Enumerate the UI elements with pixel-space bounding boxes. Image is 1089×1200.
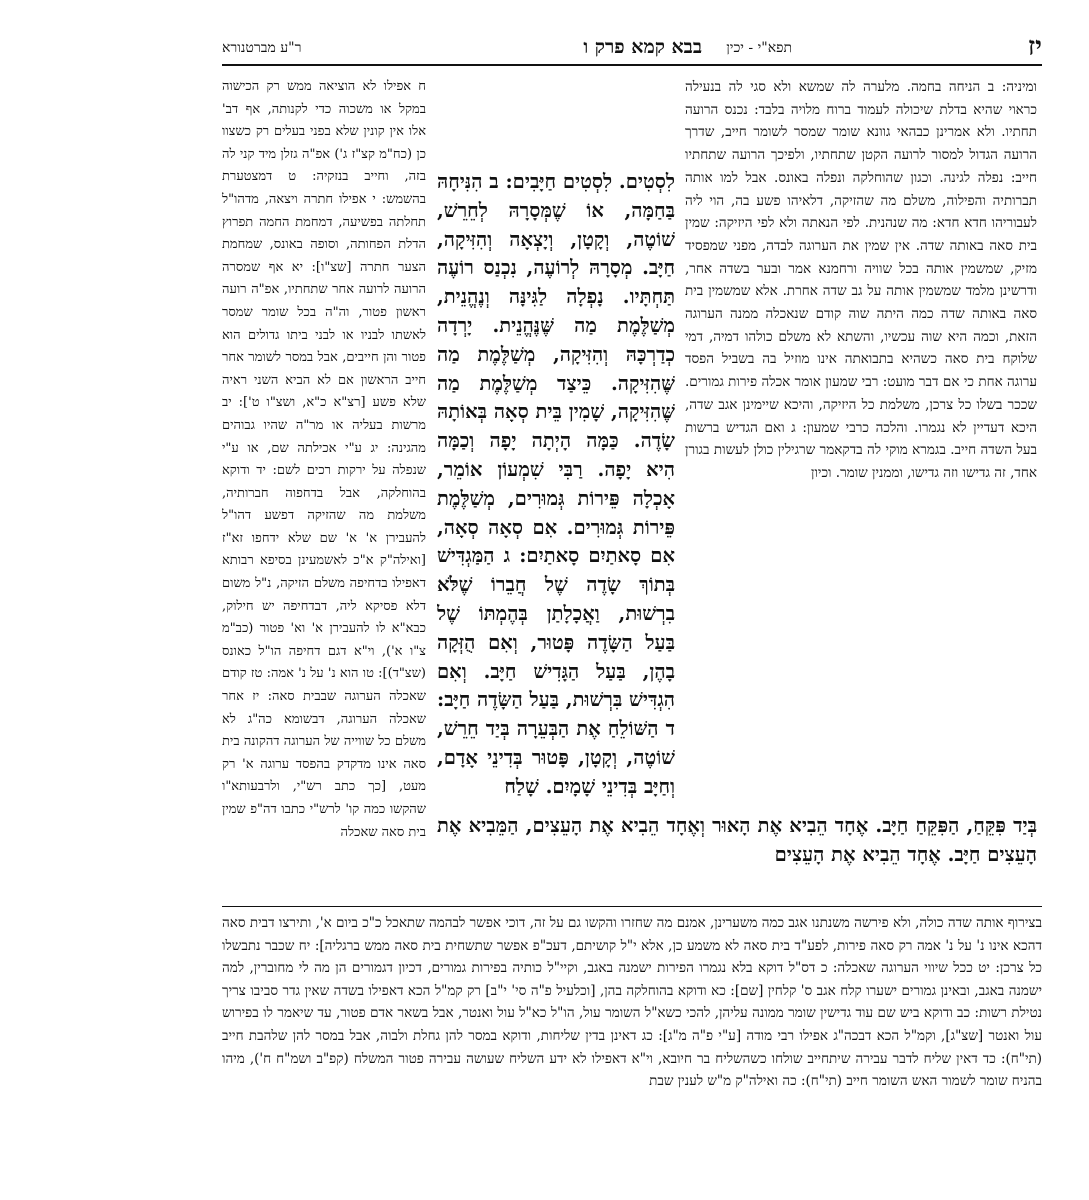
mishnah-text-continued: בְּיַד פִּקֵּחַ, הַפִּקֵּחַ חַיָּב. אֶחָד הֵבִיא אֶת הָאוּר וְאֶחָד הֵבִיא אֶת הָעֵצִים, הַמֵּבִיא אֶת הָעֵצִים חַיָּב. אֶחָד הֵבִיא אֶת הָעֵצִים: [437, 814, 1037, 866]
page-header: [222, 30, 1042, 66]
yachin-text: ח אפילו לא הוציאה ממש רק הכישוה במקל או משכוה כדי לקנותה, אף דב' אלו אין קונין שלא בפני בעלים רק כשצוו כן (כח"מ קצ"ז ג') אפ"ה גזלן מיד קני לה בזה, וחייב בנזקיה: ט דמצטערת בהשמש: י אפילו חתרה ויצאה, מדהו"ל תחלתה בפשיעה, דמחמת החמה תפרוץ הדלת הפחותה, וסופה באונס, שמחמת הצער חתרה [שצ"ו]: יא אף שמסרה הרועה לרועה אחר שתחתיו, אפ"ה רועה ראשון פטור, וה"ה בכל שומר שמסר לאשתו לבניו או לבני ביתו גדולים הוא פטור והן חייבים, אבל במסר לשומר אחר חייב הראשון אם לא הביא השני ראיה שלא פשע [רצ"א כ"א, ושצ"ו ט']: יב מרשות בעליה או מר"ה שהיו גבוהים מהגינה: יג ע"י אכילתה שם, או ע"י שנפלה על ירקות רכים לשם: יד ודוקא בהוחלקה, אבל בדחפוה חברותיה, משלמת מה שהזיקה דפשע דהו"ל להעבירן א' א' שם שלא ידחפו זא"ז [ואילה"ק א"כ לאשמעינן בסיפא רבותא דאפילו בדחיפה משלם הזיקה, נ"ל משום דלא פסיקא ליה, דבדחיפה יש חילוק, כבא"א לו להעבירן א' וא' פטור (כב"מ צ"ו א'), וי"א דגם דחיפה הו"ל כאונס (שצ"ד)]: טו הוא נ' על נ' אמה: טז קודם שאכלה הערוגה שבבית סאה: יז אחר שאכלה הערוגה, דבשומא כה"ג לא משלם כל שווייה של הערוגה דהקונה בית סאה אינו מדקדק בהפסד ערוגה א' רק מעט, [כך כתב רש"י, ולרבעותא"ו שהקשו כמה קו' לרש"י כתבו דה"פ שמין בית סאה שאכלה: [222, 79, 426, 840]
tractate-title: בבא קמא פרק ו: [583, 36, 702, 58]
mishnah-text-column: [437, 168, 675, 836]
left-commentary-label: תפא"י - יכין: [726, 40, 792, 56]
mishnah-text: לִסְטִים. לִסְטִים חַיָּבִים: ב הִנִּיחָהּ בַּחַמָּה, אוֹ שֶׁמְּסָרָהּ לְחֵרֵשׁ, שׁוֹטֶה, וְקָטָן, וְיָצְאָה וְהִזִּיקָה, חַיָּב. מְסָרָהּ לְרוֹעֶה, נִכְנַס רוֹעֶה תַּחְתָּיו. נָפְלָה לַגִּינָּה וְנֶהֱנֵית, מְשַׁלֶּמֶת מַה שֶּׁנֶּהֱנֵית. יָרְדָה כְדַרְכָּהּ וְהִזִּיקָה, מְשַׁלֶּמֶת מַה שֶּׁהִזִּיקָה. כֵּיצַד מְשַׁלֶּמֶת מַה שֶּׁהִזִּיקָה, שָׁמִין בֵּית סְאָה בְּאוֹתָהּ שָׂדֶה. כַּמָּה הָיְתָה יָפָה וְכַמָּה הִיא יָפָה. רַבִּי שִׁמְעוֹן אוֹמֵר, אָכְלָה פֵּירוֹת גְּמוּרִים, מְשַׁלֶּמֶת פֵּירוֹת גְּמוּרִים. אִם סְאָה סְאָה, אִם סָאתַיִם סָאתַיִם: ג הַמַּגְדִּישׁ בְּתוֹךְ שָׂדֶה שֶׁל חֲבֵרוֹ שֶׁלֹּא בִרְשׁוּת, וַאֲכָלָתַן בְּהֶמְתּוֹ שֶׁל בַּעַל הַשָּׂדֶה פָּטוּר, וְאִם הֻזְּקָה בָהֶן, בַּעַל הַגָּדִישׁ חַיָּב. וְאִם הִגְדִּישׁ בִּרְשׁוּת, בַּעַל הַשָּׂדֶה חַיָּב: ד הַשּׁוֹלֵחַ אֶת הַבְּעֵרָה בְּיַד חֵרֵשׁ, שׁוֹטֶה, וְקָטָן, פָּטוּר בְּדִינֵי אָדָם, וְחַיָּב בְּדִינֵי שָׁמָיִם. שָׁלַח: [437, 170, 675, 798]
right-commentary-label: ר"ע מברטנורא: [222, 40, 302, 56]
folio-number: יז: [1027, 32, 1042, 62]
divider-rule: [222, 906, 1042, 907]
tiferet-yisrael-bottom: [222, 912, 1042, 1142]
bartenura-commentary: [685, 76, 1037, 558]
bartenura-text: ומיניה: ב הניחה בחמה. מלערה לה שמשא ולא סגי לה בנעילה כראוי שהיא בדלת שיכולה לעמוד ברוח מלויה בלבד: נכנס הרועה תחתיו. ולא אמרינן כבהאי גוונא שומר שמסר לשומר חייב, שדרך הרועה הגדול למסור לרועה הקטן שתחתיו, ולפיכך הרועה שתחתיו חייב: נפלה לגינה. וכגון שהוחלקה ונפלה באונס. אבל למו אותה תברותיה והפילוה, משלם מה שהזיקה, דלאיהו פשע בה, הוי ליה לעבוריהו חדא חדא: מה שנהנית. לפי הנאתה ולא לפי היזיקה: שמין בית סאה באותה שדה. אין שמין את הערוגה לבדה, מפני שמפסיד מזיק, שמשמין אותה בכל שוויה ורחמנא אמר ובער בשדה אחר, ודרשינן מלמד שמשמין אותה על גב שדה אחרת. אלא שמשמין בית סאה באותה שדה כמה היתה שוה קודם שנאכלה ממנה הערוגה הזאת, וכמה היא שוה עכשיו, והשתא לא משלם כולהו דמיה, דמי שלוקח בית סאה כשהיא בתבואתה אינו מוזיל בה בשביל הפסד ערוגה אחת כי אם דבר מועט: רבי שמעון אומר אכלה פירות גמורים. שככר בשלו כל צרכן, משלמת כל היזיקה, והיכא שיימינן אגב שדה, היכא דעדיין לא נגמרו. והלכה כרבי שמעון: ג ואם הגדיש ברשות בעל השדה חייב. בגמרא מוקי לה בדקאמר שרגילין כולן לעשות בגורן אחד, זה גדישו וזה גדישו, וממנין שומר. וכיון: [685, 79, 1037, 481]
mishnah-text-wide: [437, 812, 1037, 912]
tiferet-yisrael-commentary: [222, 76, 426, 906]
yachin-text-continued: בצירוף אותה שדה כולה, ולא פירשה משנתנו אגב כמה משערינן, אמנם מה שחזרו והקשו גם על זה, דוכי אפשר לבהמה שתאכל כ"כ ביום א', ותירצו דבית סאה דהכא אינו נ' על נ' אמה רק סאה פירות, לפע"ד בית סאה לא משמע כן, אלא י"ל קושיתם, דעכ"פ אפשר שתשחית בית סאה ממש ברגליה]: יח שכבר נתבשלו כל צרכן: יט ככל שיווי הערוגה שאכלה: כ דס"ל דוקא בלא נגמרו הפירות ישמנה באגב, וקיי"ל כותיה בפירות גמורים, דכיון דגמורים הן מה לי מחוברין, למה ישמנה באגב, ובאינן גמורים ישערו קלח אגב ס' קלחין [שם]: כא ודוקא בהוחלקה בהן, [וכלעיל פ"ה סי' י"ב] רק קמ"ל הכא דאפילו בשדה שאין גדר סביבו צריך נטילת רשות: כב ודוקא ביש שם עוד גדישין שומר ממונה עליהן, להכי כשא"ל השומר עול, הו"ל כא"ל עול ואנטר, אבל בשאר אדם פטור, עד שיאמר לו בפירוש עול ואנטר [שצ"ג], וקמ"ל הכא דבכה"ג אפילו רבי מודה [ע"י פ"ה מ"ג]: כג דאינן בדין שליחות, ודוקא במסר להן גחלת ולבוה, אבל במסר להן שלהבת חייב (תי"ח): כד דאין שליח לדבר עבירה שיתחייב שולחו כשהשליח בר חיובא, וי"א דאפילו לא ידע השליח שעושה עבירה פטור המשלח (קפ"ב ושמ"ח ח'), מיהו בהניח שומר לשמור האש השומר חייב (תי"ח): כה ואילה"ק מ"ש לענין שבת: [222, 915, 1042, 1090]
